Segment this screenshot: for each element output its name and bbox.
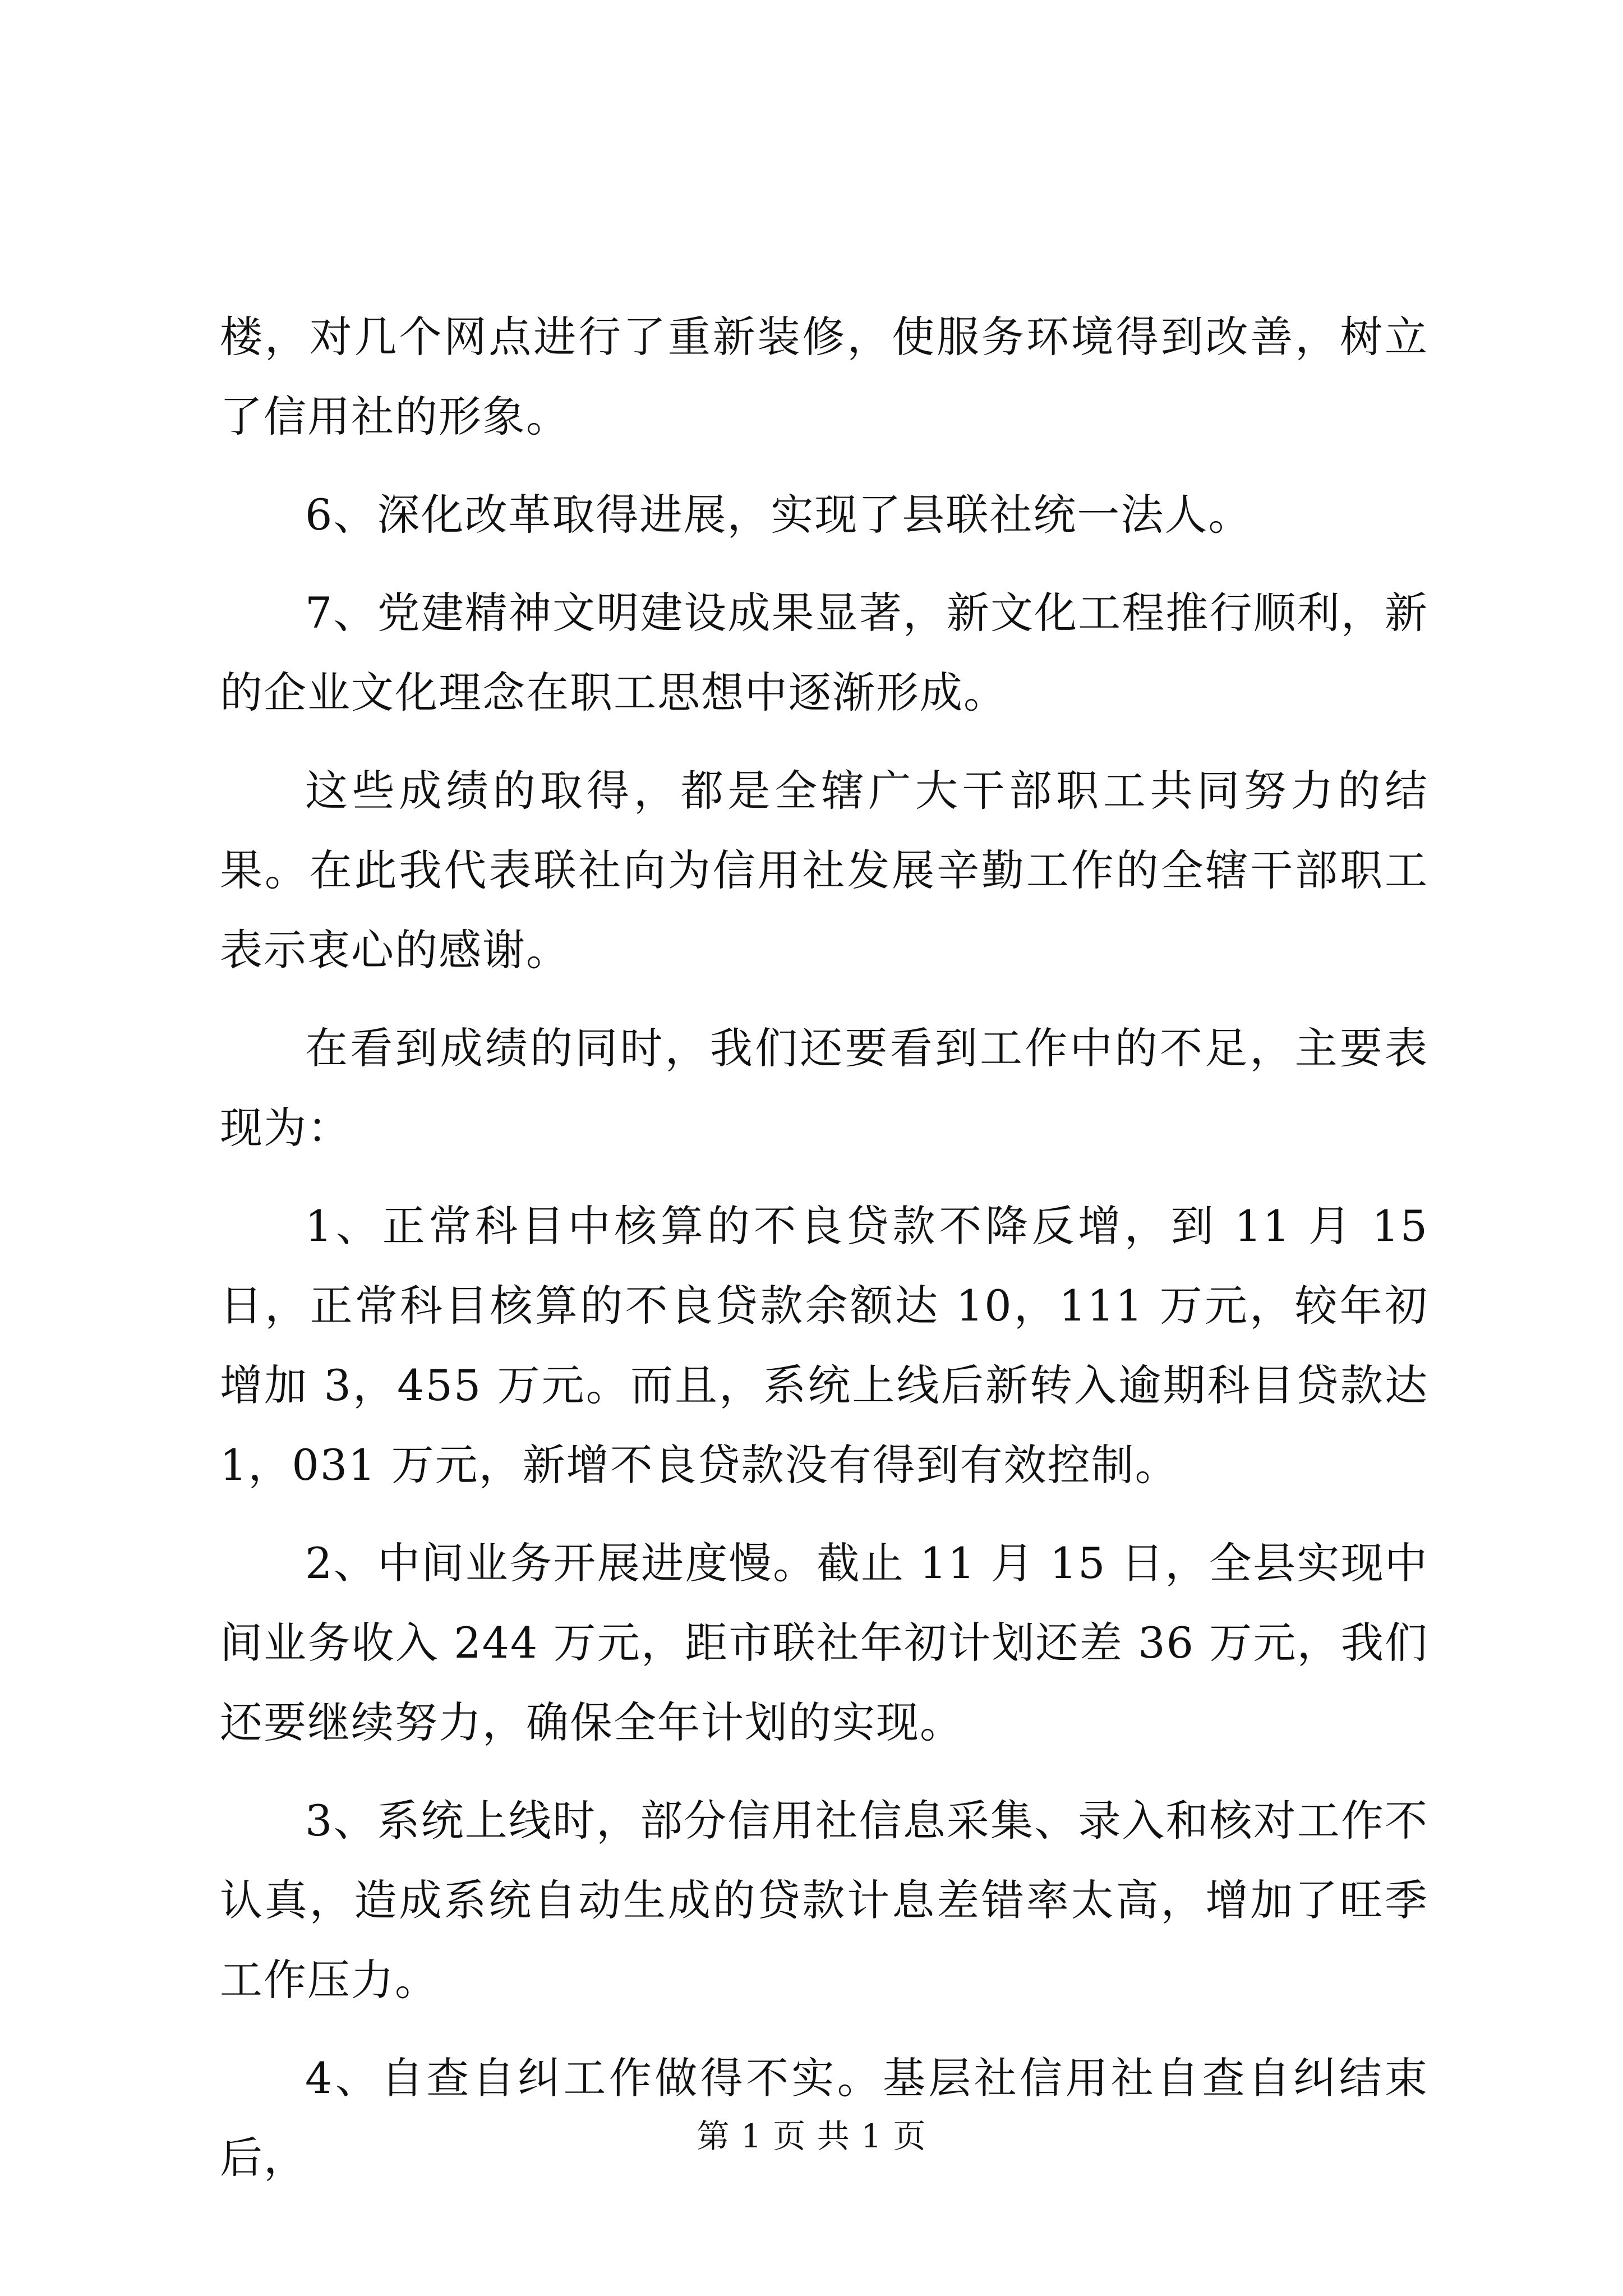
paragraph-shortcoming-2: 2、中间业务开展进度慢。截止 11 月 15 日，全县实现中间业务收入 244 万元，距市联社年初计划还差 36 万元，我们还要继续努力，确保全年计划的实现。: [220, 1538, 1428, 1747]
paragraph-shortcoming-1: 1、正常科目中核算的不良贷款不降反增，到 11 月 15 日，正常科目核算的不良贷款余额达 10，111 万元，较年初增加 3，455 万元。而且，系统上线后新转入逾期科目贷款达 1，031 万元，新增不良贷款没有得到有效控制。: [220, 1201, 1428, 1490]
page-number-label: 第 1 页 共 1 页: [697, 2117, 926, 2155]
paragraph-item-6: 6、深化改革取得进展，实现了县联社统一法人。: [305, 490, 1252, 540]
paragraph-continuation: 楼，对几个网点进行了重新装修，使服务环境得到改善，树立了信用社的形象。: [220, 312, 1428, 441]
paragraph-shortcomings-intro: 在看到成绩的同时，我们还要看到工作中的不足，主要表现为：: [220, 1023, 1428, 1153]
page-footer: [0, 2114, 1623, 2159]
paragraph-thanks: 这些成绩的取得，都是全辖广大干部职工共同努力的结果。在此我代表联社向为信用社发展辛勤工作的全辖干部职工表示衷心的感谢。: [220, 766, 1428, 975]
document-body: [220, 297, 1428, 2216]
paragraph-shortcoming-4: 4、自查自纠工作做得不实。基层社信用社自查自纠结束后，: [220, 2053, 1428, 2183]
paragraph-shortcoming-3: 3、系统上线时，部分信用社信息采集、录入和核对工作不认真，造成系统自动生成的贷款计息差错率太高，增加了旺季工作压力。: [220, 1796, 1428, 2005]
paragraph-item-7: 7、党建精神文明建设成果显著，新文化工程推行顺利，新的企业文化理念在职工思想中逐渐形成。: [220, 588, 1428, 717]
